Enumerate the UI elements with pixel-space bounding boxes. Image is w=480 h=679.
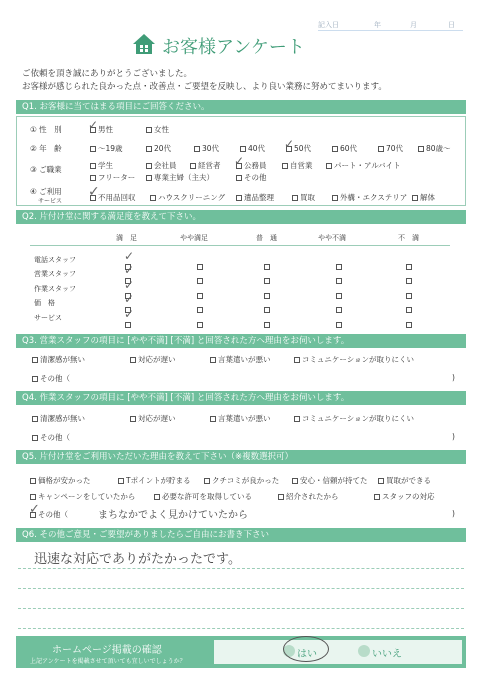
job-option-part-time[interactable]: パート・アルバイト <box>326 160 401 171</box>
q5-other-handwritten-answer: まちなかでよく見かけていたから <box>98 510 248 521</box>
row-work-staff: 作業スタッフ <box>34 285 76 293</box>
gender-label: ① 性 別 <box>30 125 62 134</box>
checkmark-icon: ✓ <box>124 263 135 277</box>
rating-box[interactable] <box>406 314 414 333</box>
q6-handwritten-answer: 迅速な対応でありがたかったです。 <box>34 552 241 567</box>
rating-box[interactable] <box>264 314 272 333</box>
q3-close-paren: ) <box>452 373 455 382</box>
rating-box[interactable] <box>197 314 205 333</box>
age-label: ② 年 齢 <box>30 144 62 153</box>
q4-option-1[interactable]: 清潔感が無い <box>32 413 85 424</box>
col-neutral: 普 通 <box>256 234 277 242</box>
q1-heading: Q1. お客様に当てはまる項目にご回答ください。 <box>16 100 466 114</box>
q5-option-referral[interactable]: 紹介されたから <box>278 491 339 502</box>
q4-option-other[interactable]: その他（ <box>32 432 70 443</box>
date-label: 記入日 <box>318 21 339 29</box>
row-phone-staff: 電話スタッフ <box>34 256 76 264</box>
service-label: ④ ご利用 <box>30 187 62 196</box>
q5-option-staff[interactable]: スタッフの対応 <box>374 491 435 502</box>
q3-option-4[interactable]: コミュニケーションが取りにくい <box>294 354 414 365</box>
age-option-7[interactable]: 70代 <box>378 143 403 154</box>
q3-heading: Q3. 営業スタッフの項目に [やや不満] [不満] と回答された方へ理由をお伺いします。 <box>16 334 466 348</box>
gender-option-female[interactable]: 女性 <box>146 124 169 135</box>
q5-option-tpoint[interactable]: Tポイントが貯まる <box>118 475 191 486</box>
q5-close-paren: ) <box>452 509 455 518</box>
service-option-buyback[interactable]: 買取 <box>292 192 315 203</box>
answer-line <box>18 588 464 589</box>
col-satisfied: 満 足 <box>116 234 137 242</box>
age-option-3[interactable]: 30代 <box>194 143 219 154</box>
checkmark-icon: ✓ <box>29 502 40 517</box>
service-label-2: サービス <box>38 198 63 205</box>
q5-option-other[interactable]: その他（ <box>30 509 68 520</box>
rating-box[interactable] <box>336 314 344 333</box>
q3-option-3[interactable]: 言葉遣いが悪い <box>210 354 271 365</box>
q3-option-other[interactable]: その他（ <box>32 373 70 384</box>
service-option-demolition[interactable]: 解体 <box>412 192 435 203</box>
age-option-1[interactable]: ～19歳 <box>90 143 123 154</box>
q4-close-paren: ) <box>452 432 455 441</box>
age-option-5[interactable]: 50代 <box>286 143 311 154</box>
no-radio[interactable] <box>358 645 370 657</box>
job-option-executive[interactable]: 経営者 <box>190 160 221 171</box>
q3-option-2[interactable]: 対応が遅い <box>130 354 176 365</box>
q5-option-cheap[interactable]: 価格が安かった <box>30 475 91 486</box>
q5-option-campaign[interactable]: キャンペーンをしていたから <box>30 491 135 502</box>
q5-option-trust[interactable]: 安心・信頼が持てた <box>292 475 368 486</box>
job-option-other[interactable]: その他 <box>236 172 267 183</box>
job-label: ③ ご職業 <box>30 165 62 174</box>
checkmark-icon: ✓ <box>284 137 295 151</box>
answer-line <box>18 628 464 629</box>
checkmark-icon: ✓ <box>124 278 135 292</box>
no-option[interactable]: いいえ <box>372 649 402 660</box>
service-option-cleaning[interactable]: ハウスクリーニング <box>150 192 225 203</box>
gender-option-male[interactable]: 男性 <box>90 124 113 135</box>
checkmark-icon: ✓ <box>234 154 245 168</box>
row-service: サービス <box>34 314 62 322</box>
service-option-junk[interactable]: 不用品回収 <box>90 192 136 203</box>
q5-option-license[interactable]: 必要な許可を取得している <box>154 491 252 502</box>
job-option-student[interactable]: 学生 <box>90 160 113 171</box>
month-label: 月 <box>410 21 417 29</box>
footer-title: ホームページ掲載の確認 <box>52 645 162 656</box>
q4-option-4[interactable]: コミュニケーションが取りにくい <box>294 413 414 424</box>
q5-option-buyback[interactable]: 買取ができる <box>378 475 431 486</box>
page-title: お客様アンケート <box>162 37 305 58</box>
house-logo-icon <box>132 32 156 56</box>
answer-line <box>18 608 464 609</box>
q5-heading: Q5. 片付け堂をご利用いただいた理由を教えて下さい（※複数選択可） <box>16 450 466 464</box>
col-dissatisfied: 不 満 <box>398 234 419 242</box>
q2-heading: Q2. 片付け堂に関する満足度を教えて下さい。 <box>16 210 466 224</box>
col-somewhat-dissatisfied: やや不満 <box>318 234 346 242</box>
service-option-exterior[interactable]: 外構・エクステリア <box>332 192 407 203</box>
checkmark-icon: ✓ <box>124 292 135 306</box>
row-price: 価 格 <box>34 299 55 307</box>
table-divider <box>30 245 450 246</box>
service-option-estate[interactable]: 遺品整理 <box>236 192 274 203</box>
age-option-2[interactable]: 20代 <box>146 143 171 154</box>
q6-heading: Q6. その他ご意見・ご要望がありましたらご自由にお書き下さい <box>16 528 466 542</box>
checkmark-icon: ✓ <box>124 307 135 321</box>
footer-subtitle: 上記アンケートを掲載させて頂いても宜しいでしょうか？ <box>30 658 186 665</box>
checkmark-icon: ✓ <box>124 249 135 263</box>
intro-line-2: お客様が感じられた良かった点・改善点・ご要望を反映し、より良い業務に努めてまいります。 <box>22 82 387 92</box>
age-option-6[interactable]: 60代 <box>332 143 357 154</box>
q4-option-3[interactable]: 言葉遣いが悪い <box>210 413 271 424</box>
q4-heading: Q4. 作業スタッフの項目に [やや不満] [不満] と回答された方へ理由をお伺いします。 <box>16 391 466 405</box>
job-option-self-employed[interactable]: 自営業 <box>282 160 313 171</box>
date-underline <box>318 30 463 31</box>
col-somewhat-satisfied: やや満足 <box>180 234 208 242</box>
checkmark-icon: ✓ <box>88 118 99 132</box>
job-option-civil-servant[interactable]: 公務員 <box>236 160 267 171</box>
age-option-4[interactable]: 40代 <box>240 143 265 154</box>
q4-option-2[interactable]: 対応が遅い <box>130 413 176 424</box>
job-option-employee[interactable]: 会社員 <box>146 160 177 171</box>
day-label: 日 <box>448 21 455 29</box>
handwritten-circle <box>283 636 329 662</box>
checkmark-icon: ✓ <box>88 184 100 200</box>
consent-area <box>214 640 462 664</box>
job-option-freeter[interactable]: フリーター <box>90 172 135 183</box>
answer-line <box>18 568 464 569</box>
q5-option-reviews[interactable]: クチコミが良かった <box>204 475 279 486</box>
q3-option-1[interactable]: 清潔感が無い <box>32 354 85 365</box>
intro-line-1: ご依頼を頂き誠にありがとうございました。 <box>22 69 193 79</box>
yes-option[interactable]: はい <box>297 649 317 660</box>
year-label: 年 <box>374 21 381 29</box>
row-sales-staff: 営業スタッフ <box>34 270 76 278</box>
job-option-homemaker[interactable]: 専業主婦（主夫） <box>146 172 214 183</box>
age-option-8[interactable]: 80歳～ <box>418 143 451 154</box>
